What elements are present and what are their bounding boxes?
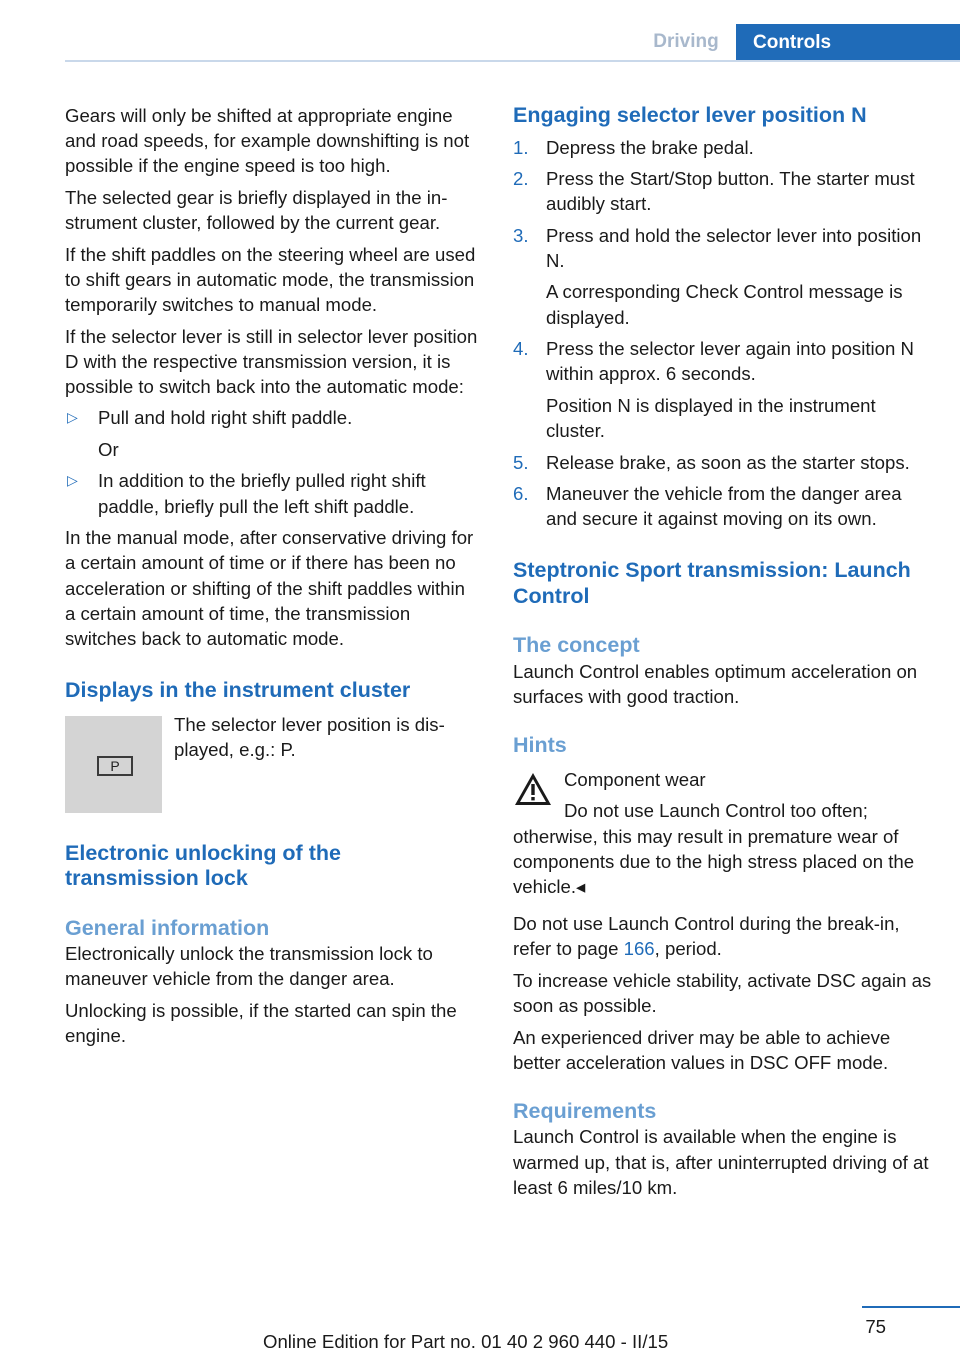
instrument-display-icon — [65, 716, 162, 813]
bullet-marker-icon: ▷ — [67, 409, 78, 426]
paragraph: An experienced driver may be able to achieve better acceleration values in DSC OFF mode. — [513, 1026, 891, 1073]
warning-block — [513, 767, 933, 899]
paragraph: Unlocking is possible, if the started can spin the engine. — [65, 999, 457, 1047]
paragraph: Launch Control is available when the engine is warmed up, that is, after uninterrupted driving of at least 6 miles/10 km. — [513, 1126, 929, 1198]
edition-text: Online Edition for Part no. 01 40 2 960 440 - II/15 — [263, 1331, 669, 1352]
bullet-marker-icon: ▷ — [67, 472, 78, 489]
step-number: 1. — [513, 136, 529, 158]
paragraph: Electronically unlock the transmission lock to maneuver vehicle from the danger area. — [65, 943, 433, 990]
warning-triangle-icon — [513, 771, 553, 807]
header-rule — [65, 60, 960, 62]
step-text: Press the Start/Stop button. The starter must audibly start. — [546, 168, 915, 215]
text: Do not use Launch Control during the break-in, refer to page — [513, 913, 900, 960]
paragraph: Launch Control enables optimum acceleration on surfaces with good traction. — [513, 660, 918, 708]
bullet-item — [65, 468, 480, 518]
header-tab-controls: Controls — [736, 24, 960, 62]
paragraph: If the shift paddles on the steering wheel are used to shift gears in automatic mode, the transmission temporarily switches to manual mode. — [65, 243, 476, 316]
heading-concept: The concept — [513, 633, 640, 658]
step-number: 3. — [513, 224, 529, 246]
step-text: Press the selector lever again into position N within approx. 6 seconds. — [546, 338, 914, 385]
page-link[interactable]: 166 — [623, 938, 655, 960]
bullet-text: Pull and hold right shift paddle. — [98, 407, 353, 429]
heading-requirements: Requirements — [513, 1098, 657, 1123]
display-text: The selector lever position is displayed, e.g.: P. — [174, 713, 445, 760]
heading-hints: Hints — [513, 733, 567, 758]
step-text: Press and hold the selector lever into position N. — [546, 224, 922, 271]
warning-body: Do not use Launch Control too often; otherwise, this may result in premature wear of components due to the high stress placed on the vehicle.◂ — [513, 800, 915, 897]
step-item — [513, 450, 933, 475]
step-item — [513, 223, 933, 273]
display-info — [65, 712, 480, 809]
step-note: A corresponding Check Control message is displayed. — [546, 281, 903, 328]
paragraph — [513, 911, 933, 961]
warning-title: Component wear — [564, 768, 706, 790]
step-text: Depress the brake pedal. — [546, 136, 754, 158]
paragraph: Gears will only be shifted at appropriate engine and road speeds, for example downshifting is not possible if the engine speed is too high. — [65, 105, 470, 177]
paragraph: In the manual mode, after conservative driving for a certain amount of time or if there has been no acceleration or shifting of the shift paddles within a certain amount of time, the transmission switches back to automatic mode. — [65, 527, 474, 649]
left-column — [65, 103, 480, 1055]
text: , period. — [654, 938, 722, 960]
step-number: 6. — [513, 483, 529, 505]
heading-steptronic: Steptronic Sport transmission: Launch Control — [513, 558, 911, 608]
step-number: 2. — [513, 168, 529, 189]
bullet-item — [65, 405, 480, 430]
heading-general: General information — [65, 915, 270, 940]
step-item — [513, 166, 933, 216]
page-number: 75 — [865, 1316, 886, 1337]
right-column — [513, 103, 933, 1206]
heading-unlock: Electronic unlocking of the transmission lock — [65, 840, 341, 891]
step-text: Maneuver the vehicle from the danger area and secure it against moving on its own. — [546, 483, 902, 530]
selector-position-icon: P — [97, 756, 133, 776]
heading-displays: Displays in the instrument cluster — [65, 678, 411, 703]
heading-engaging: Engaging selector lever position N — [513, 103, 867, 127]
paragraph: To increase vehicle stability, activate DSC again as soon as possible. — [513, 969, 932, 1017]
step-text: Release brake, as soon as the starter stops. — [546, 451, 910, 473]
step-item — [513, 481, 933, 531]
step-item — [513, 135, 933, 160]
bullet-or: Or — [98, 438, 119, 460]
paragraph: The selected gear is briefly displayed in the instrument cluster, followed by the current gear. — [65, 186, 448, 234]
step-number: 5. — [513, 451, 529, 473]
step-note: Position N is displayed in the instrument cluster. — [546, 394, 876, 442]
footer-rule — [862, 1306, 960, 1308]
step-item — [513, 336, 933, 386]
bullet-text: In addition to the briefly pulled right shift paddle, briefly pull the left shift paddle. — [98, 470, 426, 517]
step-number: 4. — [513, 338, 529, 360]
header-tab-driving: Driving — [653, 31, 719, 52]
paragraph: If the selector lever is still in selector lever position D with the respective transmission version, it is possible to switch back into the automatic mode: — [65, 325, 478, 397]
